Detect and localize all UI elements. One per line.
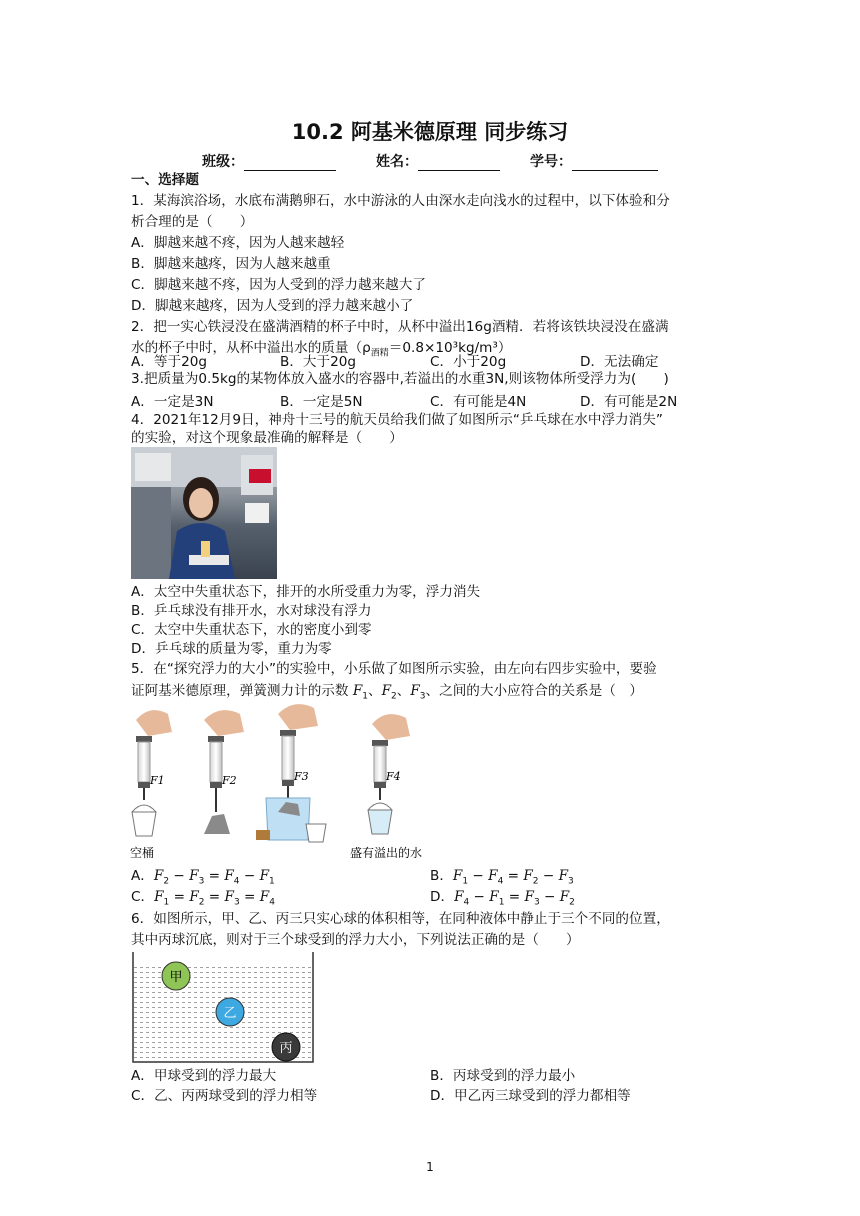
- q2-option-d: D．无法确定: [580, 354, 659, 370]
- spring-scale-experiment-figure: [128, 700, 438, 865]
- f1-label: F1: [150, 774, 165, 787]
- svg-text:乙: 乙: [223, 1006, 237, 1021]
- q1-stem-line1: 1．某海滨浴场，水底布满鹅卵石，水中游泳的人由深水走向浅水的过程中，以下体验和分: [131, 193, 670, 209]
- q5-stem-line2: 证阿基米德原理，弹簧测力计的示数 $F_1$、$F_2$、$F_3$、之间的大小应符合的关系是（ ）: [131, 683, 644, 702]
- scale-1: [132, 710, 172, 836]
- q6-stem-line2: 其中丙球沉底，则对于三个球受到的浮力大小，下列说法正确的是（ ）: [131, 932, 580, 948]
- q2-stem-line2: 水的杯子中时，从杯中溢出水的质量$(\rho_{酒精}=0.8\times 10^3kg/m^3)$: [131, 340, 512, 359]
- empty-bucket-caption: 空桶: [130, 846, 155, 860]
- ball-yi: [216, 998, 244, 1026]
- section-heading: 一、选择题: [131, 172, 199, 188]
- ball-jia: [162, 962, 190, 990]
- svg-text:丙: 丙: [279, 1041, 293, 1056]
- q5-option-d: D．$F_4 - F_1 = F_3 - F_2$: [430, 889, 575, 908]
- q3-option-c: C．有可能是4N: [430, 394, 527, 410]
- q3-stem: 3.把质量为0.5kg的某物体放入盛水的容器中,若溢出的水重3N,则该物体所受浮力为( ): [131, 371, 669, 387]
- q4-option-c: C．太空中失重状态下，水的密度小到零: [131, 622, 372, 638]
- q2-option-b: B．大于20g: [280, 354, 357, 370]
- class-field: [202, 151, 336, 171]
- ball-bing: [272, 1033, 300, 1061]
- q4-stem-line2: 的实验，对这个现象最准确的解释是（ ）: [131, 430, 403, 446]
- q5-stem-line1: 5．在“探究浮力的大小”的实验中，小乐做了如图所示实验，由左向右四步实验中，要验: [131, 661, 657, 677]
- name-blank: [418, 155, 500, 171]
- q4-option-d: D．乒乓球的质量为零，重力为零: [131, 641, 332, 657]
- q2-stem-line1: 2．把一实心铁浸没在盛满酒精的杯子中时，从杯中溢出16g酒精．若将该铁块浸没在盛满: [131, 319, 669, 335]
- q2-option-c: C．小于20g: [430, 354, 507, 370]
- name-label: 姓名：: [376, 154, 418, 170]
- q6-option-d: D．甲乙丙三球受到的浮力都相等: [430, 1088, 631, 1104]
- svg-text:甲: 甲: [169, 970, 183, 985]
- f2-label: F2: [222, 774, 237, 787]
- number-label: 学号：: [530, 154, 572, 170]
- class-blank: [244, 155, 336, 171]
- name-field: [376, 151, 500, 171]
- q5-option-c: C．$F_1 = F_2 = F_3 = F_4$: [131, 889, 275, 908]
- f3-label: F3: [294, 770, 309, 783]
- q4-stem-line1: 4．2021年12月9日，神舟十三号的航天员给我们做了如图所示“乒乓球在水中浮力消失”: [131, 412, 663, 428]
- scale-4: [368, 714, 410, 834]
- q3-option-d: D．有可能是2N: [580, 394, 678, 410]
- q6-option-a: A．甲球受到的浮力最大: [131, 1068, 277, 1084]
- q6-option-b: B．丙球受到的浮力最小: [430, 1068, 576, 1084]
- q5-option-a: A．$F_2 - F_3 = F_4 - F_1$: [131, 868, 275, 887]
- scale-2: [204, 710, 244, 834]
- q1-option-b: B．脚越来越疼，因为人越来越重: [131, 256, 331, 272]
- q1-option-c: C．脚越来越不疼，因为人受到的浮力越来越大了: [131, 277, 426, 293]
- astronaut-photo-illustration: [131, 447, 277, 579]
- class-label: 班级：: [202, 154, 244, 170]
- q3-option-b: B．一定是5N: [280, 394, 363, 410]
- scale-3: [256, 704, 326, 842]
- q4-option-a: A．太空中失重状态下，排开的水所受重力为零，浮力消失: [131, 584, 481, 600]
- page-title: 10.2 阿基米德原理 同步练习: [291, 120, 569, 144]
- q1-option-d: D．脚越来越疼，因为人受到的浮力越来越小了: [131, 298, 414, 314]
- number-field: [530, 151, 658, 171]
- astronaut-photo: [131, 447, 277, 579]
- q3-option-a: A．一定是3N: [131, 394, 214, 410]
- q1-stem-line2: 析合理的是（ ）: [131, 214, 254, 230]
- q2-option-a: A．等于20g: [131, 354, 208, 370]
- q1-option-a: A．脚越来越不疼，因为人越来越轻: [131, 235, 345, 251]
- page-number: 1: [426, 1160, 434, 1174]
- q4-option-b: B．乒乓球没有排开水，水对球没有浮力: [131, 603, 372, 619]
- three-balls-container-figure: [128, 950, 318, 1066]
- number-blank: [572, 155, 658, 171]
- overflow-water-caption: 盛有溢出的水: [350, 846, 423, 860]
- f4-label: F4: [386, 770, 401, 783]
- q6-option-c: C．乙、丙两球受到的浮力相等: [131, 1088, 318, 1104]
- q6-stem-line1: 6．如图所示，甲、乙、丙三只实心球的体积相等，在同种液体中静止于三个不同的位置，: [131, 911, 670, 927]
- q5-option-b: B．$F_1 - F_4 = F_2 - F_3$: [430, 868, 574, 887]
